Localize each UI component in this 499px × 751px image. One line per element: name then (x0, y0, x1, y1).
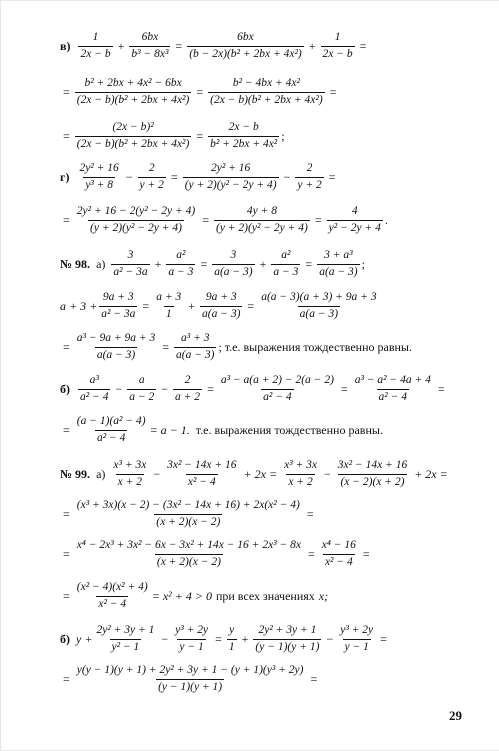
fraction: $\frac{\text{2y² + 16}}{\text{(y + 2)(y² − 2y + 4)}}$ (184, 162, 277, 191)
fraction: $\frac{4y + 8}{\text{(y + 2)(y² − 2y + 4)}}$ (215, 205, 308, 234)
eq-98a-line1: № 98. а) $\frac{3}{\text{a² − 3a}}$ + $\frac{\text{a²}}{a - 3}$ = $\frac{3}{a(a - 3)}$ + $\frac{\text{a²}}{a - 3}$ = $\frac{\text{3 + a³}}{a(a - 3)}$ ; (60, 249, 365, 278)
eq-99b-line2: = $\frac{\text{y(y − 1)(y + 1) + 2y² + 3y + 1 − (y + 1)(y³ + 2y)}}{(y - 1)(y + 1)}$ = (63, 664, 318, 693)
fraction: $\frac{\text{a³ − 9a + 9a + 3}}{a(a - 3)}$ (76, 332, 156, 361)
item-label-g: г) (60, 170, 70, 184)
fraction: $\frac{\text{(a − 1)(a² − 4)}}{\text{a² − 4}}$ (76, 415, 146, 444)
fraction: $\frac{\text{(x² − 4)(x² + 4)}}{\text{x² − 4}}$ (76, 581, 148, 610)
problem-number-99: № 99. (60, 467, 91, 481)
fraction: $\frac{y}{1}$ (228, 624, 235, 653)
fraction: $\frac{\text{(2x − b)²}}{\text{(2x − b)(b² + 2bx + 4x²)}}$ (76, 121, 190, 150)
fraction: $\frac{\text{a²}}{a - 3}$ (168, 249, 194, 278)
fraction: $\frac{\text{x³ + 3x}}{x + 2}$ (284, 459, 317, 488)
fraction: $\frac{2}{a + 2}$ (175, 374, 201, 403)
item-label-v: в) (60, 39, 71, 53)
eq-98b-line1: б) $\frac{\text{a³}}{\text{a² − 4}}$ − $\frac{a}{a - 2}$ − $\frac{2}{a + 2}$ = $\frac{\text{a³ − a(a + 2) − 2(a − 2)}}{\text{a² − 4}}$ = $\frac{\text{a³ − a² − 4a + 4}}{\text{a² − 4}}$ = (60, 374, 445, 403)
fraction: $\frac{a + 3}{1}$ (156, 291, 182, 320)
fraction: $\frac{\text{a³ − a² − 4a + 4}}{\text{a² − 4}}$ (354, 374, 431, 403)
fraction: $\frac{\text{y³ + 2y}}{y - 1}$ (340, 624, 374, 653)
fraction: $\frac{\text{y(y − 1)(y + 1) + 2y² + 3y + 1 − (y + 1)(y³ + 2y)}}{(y - 1)(y + 1)}$ (76, 664, 304, 693)
eq-v-line3: = $\frac{\text{(2x − b)²}}{\text{(2x − b)(b² + 2bx + 4x²)}}$ = $\frac{2x - b}{\text{b² + 2bx + 4x²}}$ ; (63, 121, 285, 150)
fraction: $\frac{2}{y + 2}$ (139, 162, 164, 191)
eq-g-line1: г) $\frac{\text{2y² + 16}}{\text{y³ + 8}}$ − $\frac{2}{y + 2}$ = $\frac{\text{2y² + 16}}{\text{(y + 2)(y² − 2y + 4)}}$ − $\frac{2}{y + 2}$ = (60, 162, 336, 191)
fraction: $\frac{9a + 3}{\text{a² − 3a}}$ (101, 291, 136, 320)
conclusion-text: т.е. выражения тождественно равны. (195, 423, 383, 437)
eq-v-line2: = $\frac{\text{b² + 2bx + 4x² − 6bx}}{\text{(2x − b)(b² + 2bx + 4x²)}}$ = $\frac{\text{b² − 4bx + 4x²}}{\text{(2x − b)(b² + 2bx + 4x²)}}$ = (63, 77, 337, 106)
fraction: $\frac{2x - b}{\text{b² + 2bx + 4x²}}$ (210, 121, 278, 150)
fraction: $\frac{\text{b² − 4bx + 4x²}}{\text{(2x − b)(b² + 2bx + 4x²)}}$ (210, 77, 323, 106)
fraction: $\frac{\text{y³ + 2y}}{y - 1}$ (175, 624, 209, 653)
fraction: $\frac{6bx}{\text{b³ − 8x³}}$ (131, 31, 169, 60)
fraction: $\frac{1}{2x - b}$ (80, 31, 111, 60)
eq-99a-line2: = $\frac{\text{(x³ + 3x)(x − 2) − (3x² − 14x + 16) + 2x(x² − 4)}}{(x + 2)(x - 2)}$ = (63, 499, 314, 528)
eq-g-line2: = $\frac{\text{2y² + 16 − 2(y² − 2y + 4)}}{\text{(y + 2)(y² − 2y + 4)}}$ = $\frac{4y + 8}{\text{(y + 2)(y² − 2y + 4)}}$ = $\frac{4}{\text{y² − 2y + 4}}$ . (63, 205, 388, 234)
fraction: $\frac{a(a - 3)(a + 3) + 9a + 3}{a(a - 3)}$ (261, 291, 377, 320)
fraction: $\frac{2}{y + 2}$ (297, 162, 322, 191)
item-label-b: б) (60, 632, 70, 646)
item-label-a: а) (96, 257, 106, 271)
fraction: $\frac{\text{a²}}{a - 3}$ (273, 249, 299, 278)
fraction: $\frac{4}{\text{y² − 2y + 4}}$ (328, 205, 381, 234)
eq-98a-line3: = $\frac{\text{a³ − 9a + 9a + 3}}{a(a - 3)}$ = $\frac{\text{a³ + 3}}{a(a - 3)}$ ; т.е. выражения тождественно равны. (63, 332, 412, 361)
fraction: $\frac{\text{a³}}{\text{a² − 4}}$ (80, 374, 109, 403)
fraction: $\frac{\text{2y² + 3y + 1}}{\text{y² − 1}}$ (96, 624, 155, 653)
fraction: $\frac{1}{2x - b}$ (322, 31, 353, 60)
conclusion-text: при всех значениях (215, 589, 315, 603)
eq-v-line1: в) $\frac{1}{2x - b}$ + $\frac{6bx}{\text{b³ − 8x³}}$ = $\frac{6bx}{\text{(b − 2x)(b² + 2bx + 4x²)}}$ + $\frac{1}{2x - b}$ = (60, 31, 367, 60)
eq-99b-line1: б) y + $\frac{\text{2y² + 3y + 1}}{\text{y² − 1}}$ − $\frac{\text{y³ + 2y}}{y - 1}$ = $\frac{y}{1}$ + $\frac{\text{2y² + 3y + 1}}{(y - 1)(y + 1)}$ − $\frac{\text{y³ + 2y}}{y - 1}$ = (60, 624, 387, 653)
fraction: $\frac{\text{b² + 2bx + 4x² − 6bx}}{\text{(2x − b)(b² + 2bx + 4x²)}}$ (76, 77, 190, 106)
fraction: $\frac{\text{3 + a³}}{a(a - 3)}$ (319, 249, 358, 278)
fraction: $\frac{\text{a³ − a(a + 2) − 2(a − 2)}}{\text{a² − 4}}$ (220, 374, 334, 403)
fraction: $\frac{\text{2y² + 3y + 1}}{(y - 1)(y + 1)}$ (255, 624, 320, 653)
page-number: 29 (449, 708, 462, 723)
fraction: $\frac{3}{a(a - 3)}$ (214, 249, 253, 278)
fraction: $\frac{\text{3x² − 14x + 16}}{\text{x² − 4}}$ (167, 459, 237, 488)
item-label-a: а) (96, 467, 106, 481)
fraction: $\frac{\text{x³ + 3x}}{x + 2}$ (113, 459, 147, 488)
fraction: $\frac{9a + 3}{a(a - 3)}$ (202, 291, 241, 320)
fraction: $\frac{\text{a³ + 3}}{a(a - 3)}$ (176, 332, 215, 361)
fraction: $\frac{\text{x⁴ − 16}}{\text{x² − 4}}$ (321, 539, 356, 568)
eq-99a-line3: = $\frac{\text{x⁴ − 2x³ + 3x² − 6x − 3x² + 14x − 16 + 2x³ − 8x}}{(x + 2)(x - 2)}$ = $\frac{\text{x⁴ − 16}}{\text{x² − 4}}$ = (63, 539, 370, 568)
item-label-b: б) (60, 382, 70, 396)
fraction: $\frac{\text{(x³ + 3x)(x − 2) − (3x² − 14x + 16) + 2x(x² − 4)}}{(x + 2)(x - 2)}$ (76, 499, 300, 528)
eq-98b-line2: = $\frac{\text{(a − 1)(a² − 4)}}{\text{a² − 4}}$ = a − 1. т.е. выражения тождественно равны. (63, 415, 383, 444)
eq-99a-line4: = $\frac{\text{(x² − 4)(x² + 4)}}{\text{x² − 4}}$ = x² + 4 > 0 при всех значениях x; (63, 581, 329, 610)
conclusion-text: ; т.е. выражения тождественно равны. (218, 340, 412, 354)
fraction: $\frac{\text{2y² + 16 − 2(y² − 2y + 4)}}{\text{(y + 2)(y² − 2y + 4)}}$ (76, 205, 196, 234)
fraction: $\frac{6bx}{\text{(b − 2x)(b² + 2bx + 4x²)}}$ (189, 31, 302, 60)
fraction: $\frac{3}{\text{a² − 3a}}$ (113, 249, 148, 278)
problem-number-98: № 98. (60, 257, 91, 271)
eq-99a-line1: № 99. а) $\frac{\text{x³ + 3x}}{x + 2}$ − $\frac{\text{3x² − 14x + 16}}{\text{x² − 4}}$ + 2x = $\frac{\text{x³ + 3x}}{x + 2}$ − $\frac{\text{3x² − 14x + 16}}{(x - 2)(x + 2)}$ + 2x = (60, 459, 448, 488)
fraction: $\frac{a}{a - 2}$ (129, 374, 155, 403)
fraction: $\frac{\text{x⁴ − 2x³ + 3x² − 6x − 3x² + 14x − 16 + 2x³ − 8x}}{(x + 2)(x - 2)}$ (76, 539, 301, 568)
fraction: $\frac{\text{2y² + 16}}{\text{y³ + 8}}$ (79, 162, 119, 191)
fraction: $\frac{\text{3x² − 14x + 16}}{(x - 2)(x + 2)}$ (337, 459, 408, 488)
eq-98a-line2: a + 3 + $\frac{9a + 3}{\text{a² − 3a}}$ = $\frac{a + 3}{1}$ + $\frac{9a + 3}{a(a - 3)}$ = $\frac{a(a - 3)(a + 3) + 9a + 3}{a(a - 3)}$ (60, 291, 377, 320)
